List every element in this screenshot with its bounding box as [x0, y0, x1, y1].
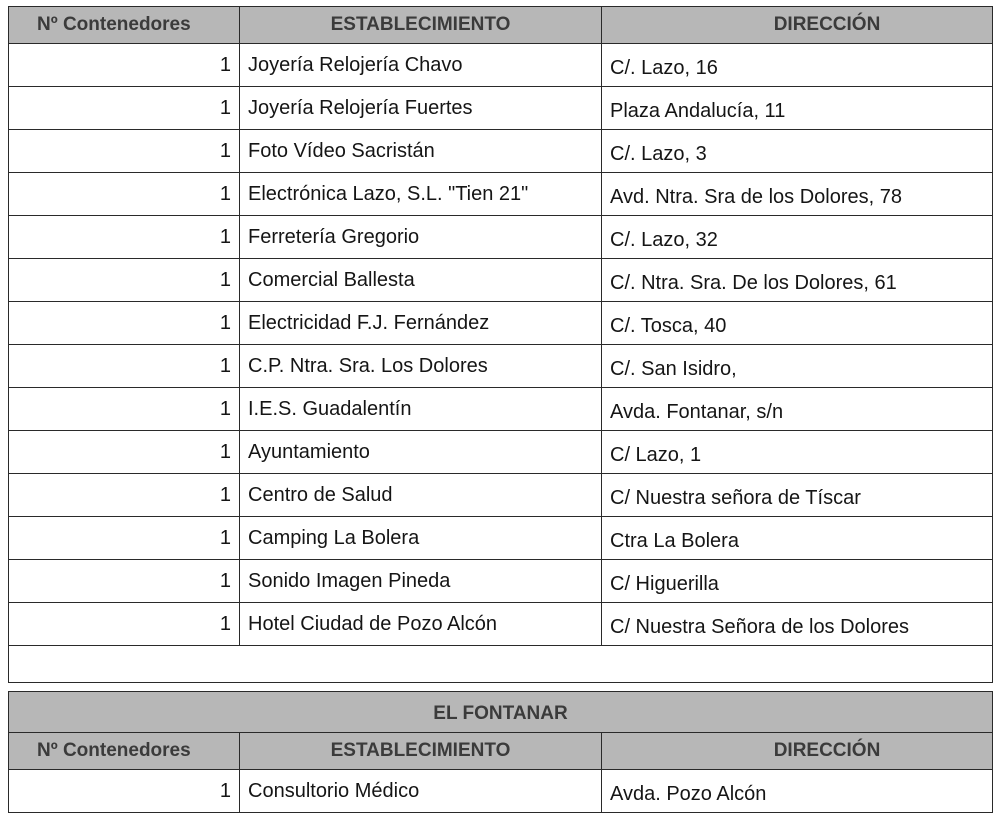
- cell-establishment: Joyería Relojería Fuertes: [240, 87, 602, 130]
- header-establishment: ESTABLECIMIENTO: [240, 733, 602, 770]
- header-address: DIRECCIÓN: [602, 7, 993, 44]
- cell-address: Avd. Ntra. Sra de los Dolores, 78: [602, 173, 993, 216]
- table-row: [9, 770, 993, 813]
- cell-establishment: I.E.S. Guadalentín: [240, 388, 602, 431]
- empty-row: [9, 646, 993, 683]
- section-title: EL FONTANAR: [9, 692, 993, 733]
- cell-establishment: C.P. Ntra. Sra. Los Dolores: [240, 345, 602, 388]
- cell-establishment: Comercial Ballesta: [240, 259, 602, 302]
- cell-count: 1: [9, 345, 240, 388]
- header-count: Nº Contenedores: [9, 733, 240, 770]
- cell-establishment: Electrónica Lazo, S.L. "Tien 21": [240, 173, 602, 216]
- cell-address: C/ Lazo, 1: [602, 431, 993, 474]
- cell-count: 1: [9, 603, 240, 646]
- cell-establishment: Joyería Relojería Chavo: [240, 44, 602, 87]
- cell-establishment: Sonido Imagen Pineda: [240, 560, 602, 603]
- containers-table: [8, 6, 993, 813]
- table-separator: [9, 646, 993, 733]
- cell-establishment: Centro de Salud: [240, 474, 602, 517]
- cell-address: Plaza Andalucía, 11: [602, 87, 993, 130]
- cell-address: C/. Lazo, 3: [602, 130, 993, 173]
- cell-count: 1: [9, 474, 240, 517]
- cell-count: 1: [9, 87, 240, 130]
- cell-address: Ctra La Bolera: [602, 517, 993, 560]
- cell-address: C/. Tosca, 40: [602, 302, 993, 345]
- cell-establishment: Ayuntamiento: [240, 431, 602, 474]
- gap-row: [9, 683, 993, 692]
- table1-body: [9, 7, 993, 646]
- cell-address: C/. Lazo, 16: [602, 44, 993, 87]
- table-row: [9, 302, 993, 345]
- table-row: [9, 87, 993, 130]
- cell-establishment: Camping La Bolera: [240, 517, 602, 560]
- table-row: [9, 474, 993, 517]
- cell-establishment: Ferretería Gregorio: [240, 216, 602, 259]
- table1-header-row: [9, 7, 993, 44]
- cell-count: 1: [9, 517, 240, 560]
- table-row: [9, 345, 993, 388]
- table-row: [9, 560, 993, 603]
- header-address: DIRECCIÓN: [602, 733, 993, 770]
- cell-address: C/ Higuerilla: [602, 560, 993, 603]
- cell-count: 1: [9, 302, 240, 345]
- cell-address: Avda. Fontanar, s/n: [602, 388, 993, 431]
- cell-establishment: Foto Vídeo Sacristán: [240, 130, 602, 173]
- cell-count: 1: [9, 259, 240, 302]
- table-row: [9, 603, 993, 646]
- cell-count: 1: [9, 173, 240, 216]
- cell-count: 1: [9, 388, 240, 431]
- table2-body: [9, 733, 993, 813]
- cell-address: C/. Lazo, 32: [602, 216, 993, 259]
- cell-count: 1: [9, 44, 240, 87]
- table2-header-row: [9, 733, 993, 770]
- section-row: [9, 692, 993, 733]
- table-row: [9, 431, 993, 474]
- table-row: [9, 173, 993, 216]
- header-count: Nº Contenedores: [9, 7, 240, 44]
- cell-address: C/ Nuestra Señora de los Dolores: [602, 603, 993, 646]
- cell-address: C/. San Isidro,: [602, 345, 993, 388]
- table-row: [9, 216, 993, 259]
- cell-count: 1: [9, 560, 240, 603]
- table-row: [9, 130, 993, 173]
- cell-count: 1: [9, 216, 240, 259]
- table-row: [9, 259, 993, 302]
- cell-count: 1: [9, 770, 240, 813]
- cell-count: 1: [9, 130, 240, 173]
- table-row: [9, 517, 993, 560]
- header-establishment: ESTABLECIMIENTO: [240, 7, 602, 44]
- table-row: [9, 44, 993, 87]
- cell-establishment: Consultorio Médico: [240, 770, 602, 813]
- table-row: [9, 388, 993, 431]
- cell-establishment: Hotel Ciudad de Pozo Alcón: [240, 603, 602, 646]
- containers-document: [8, 6, 992, 813]
- cell-address: C/. Ntra. Sra. De los Dolores, 61: [602, 259, 993, 302]
- cell-count: 1: [9, 431, 240, 474]
- cell-establishment: Electricidad F.J. Fernández: [240, 302, 602, 345]
- cell-address: C/ Nuestra señora de Tíscar: [602, 474, 993, 517]
- cell-address: Avda. Pozo Alcón: [602, 770, 993, 813]
